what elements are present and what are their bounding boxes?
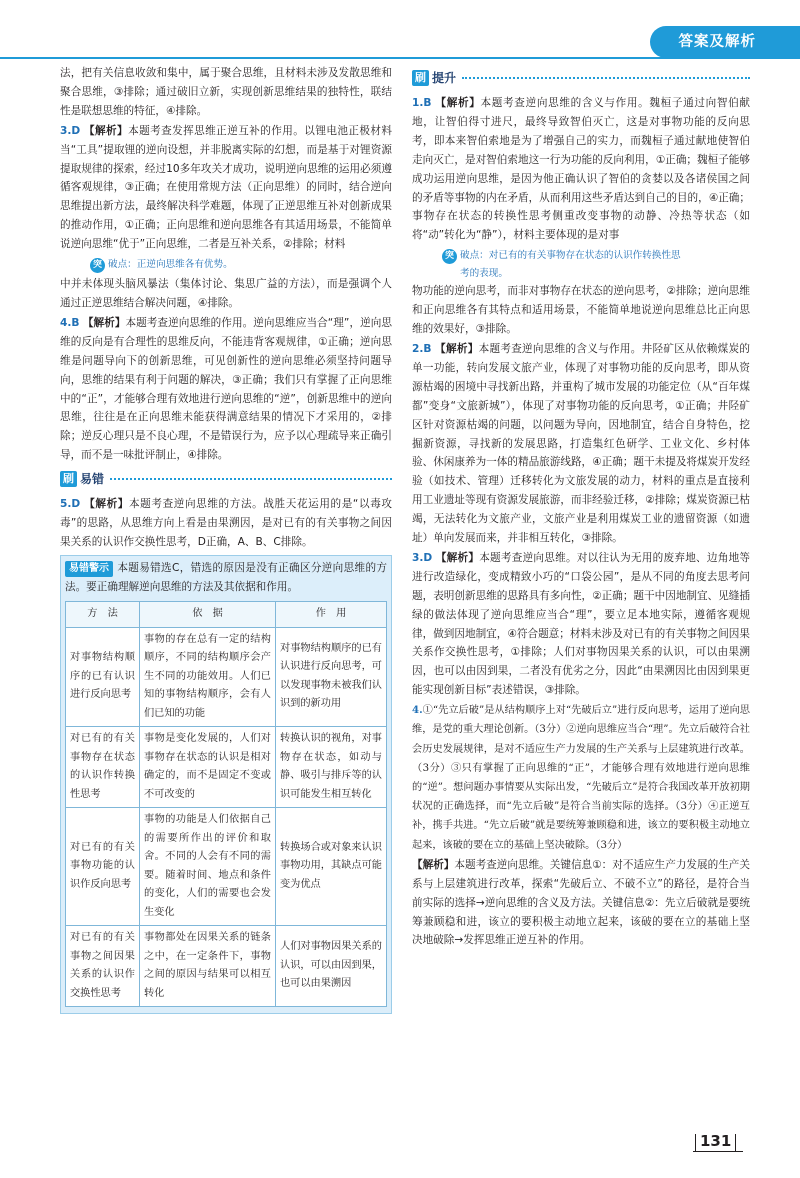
analysis-label: 【解析】 [435, 551, 480, 564]
analysis-label: 【解析】 [412, 858, 455, 871]
answer-q4-left [60, 314, 392, 465]
table-row [66, 627, 387, 727]
handwritten-answer: ①“先立后破”是从结构顺序上对“先破后立”进行反向思考，运用了逆向思维，是党的重大理论创新。（3分）②逆向思维应当合“理”。先立后破符合社会历史发展规律，是对不适应生产力发展的生产关系与上层建筑进行改革。（3分）③只有掌握了正向思维的“正”，才能够合理有效地进行逆向思维的“逆”。想问题办事情要从实际出发，“先破后立”是符合我国改革开放初期状况的正确选择，而“先立后破”是符合当前实际的选择。（3分）④正逆互补，携手共进。“先立后破”就是要统筹兼顾稳和进，该立的要积极主动地立起来，该破的要在立的基础上坚决破除。（3分） [412, 705, 750, 851]
analysis-text: 本题考查逆向思维的作用。逆向思维应当合“理”，逆向思维的反向是有合理性的思维反向，不能违背客观规律，①正确；逆向思维是问题导向下的创新思维，可见创新性的逆向思维必须坚持问题导向，思维的结果有利于问题的解决，③正确；我们只有掌握了正向思维中的“正”，才能够合理有效地进行逆向思维的“逆”，创新思维中的逆向思维，往往是在正向思维未能获得满意结果的情况下才采用的，②排除；逆反心理只是不良心理，不是错误行为，应予以心理疏导来正确引导，而不是一味批评制止，④排除。 [60, 316, 393, 462]
table-cell: 对事物结构顺序的已有认识进行反向思考，可以发现事物未被我们认识到的新功用 [276, 627, 387, 727]
table-header-cell: 方 法 [66, 601, 140, 627]
answer-letter: D [423, 551, 433, 564]
answer-letter: B [423, 342, 432, 355]
left-column [60, 64, 392, 1014]
analysis-label: 【解析】 [84, 498, 129, 511]
answer-q3-right [412, 549, 750, 700]
question-number: 3. [60, 124, 72, 137]
page-header [0, 0, 800, 66]
analysis-text: 本题考查逆向思维。对以往认为无用的废弃地、边角地等进行改造绿化，变成精致小巧的“口袋公园”，是从不同的角度去思考问题，表明创新思维的思路具有多向性，②正确；题干中因地制宜、见缝插绿的做法体现了逆向思维应当合“理”，要立足本地实际，遵循客观规律，做到因地制宜，④符合题意；材料未涉及对已有的有关事物之间因果关系作交换性思考，①排除；人们对事物因果关系的认识，可以由果溯因，也可以由因到果，二者没有优劣之分，因此“由果溯因比由因到果更能实现创新目标”表述错误，③排除。 [412, 551, 751, 697]
section-header-easy-mistakes [60, 468, 392, 490]
breakthrough-note [412, 246, 750, 266]
method-comparison-table [65, 601, 387, 1008]
table-cell: 对已有的有关事物之间因果关系的认识作交换性思考 [66, 926, 140, 1007]
analysis-label: 【解析】 [84, 124, 129, 137]
analysis-label: 【解析】 [82, 316, 126, 329]
question-number: 1. [412, 97, 424, 109]
table-header-cell: 依 据 [140, 601, 276, 627]
table-header-cell: 作 用 [276, 601, 387, 627]
section-header-improve [412, 67, 750, 89]
analysis-text-cont: 物功能的逆向思考，而非对事物存在状态的逆向思考，②排除；逆向思维和正向思维各有其特点和适用场景，不能简单地说逆向思维总比正向思维的效果好，③排除。 [412, 285, 750, 336]
page-number-rule [693, 1151, 743, 1152]
table-cell: 事物都处在因果关系的链条之中，在一定条件下，事物之间的原因与结果可以相互转化 [140, 926, 276, 1007]
analysis-label: 【解析】 [435, 342, 479, 355]
answer-q2-right [412, 340, 750, 548]
breakthrough-icon: 突 [90, 258, 105, 273]
page-number: 131 [700, 1132, 732, 1150]
analysis-text-cont: 中并未体现头脑风暴法（集体讨论、集思广益的方法），而是强调个人通过正逆思维结合解决问题，④排除。 [60, 278, 392, 309]
warning-badge: 易错警示 [65, 561, 113, 577]
answer-q3-left [60, 122, 392, 313]
answer-q4-right [412, 701, 750, 950]
question-number: 5. [60, 498, 72, 511]
analysis-text: 本题考查逆向思维的方法。战胜天花运用的是“以毒攻毒”的思路，从思维方向上看是由果溯因，是对已有的有关事物之间因果关系的认识作交换性思考，D正确，A、B、C排除。 [60, 498, 393, 548]
answer-letter: D [71, 124, 81, 137]
answer-letter: B [423, 97, 432, 109]
table-cell: 事物的存在总有一定的结构顺序，不同的结构顺序会产生不同的功能效用。人们已知的事物结构顺序，会有人们已知的功能 [140, 627, 276, 727]
answer-letter: D [71, 498, 81, 511]
answer-letter: B [71, 316, 80, 329]
header-title: 答案及解析 [678, 34, 756, 50]
breakthrough-note [60, 255, 392, 275]
note-text: 破点：正逆向思维各有优势。 [108, 258, 233, 270]
analysis-text: 本题考查逆向思维。关键信息①：对不适应生产力发展的生产关系与上层建筑进行改革，探索“先破后立、不破不立”的路径，是符合当前实际的选择→逆向思维的含义及方法。关键信息②：先立后破就是要统筹兼顾稳和进，该立的要积极主动地立起来，该破的要在立的基础上坚决地破除→发挥思维正逆互补的作用。 [412, 858, 750, 947]
question-number: 4. [412, 704, 423, 717]
section-title: 提升 [432, 70, 457, 85]
table-cell: 人们对事物因果关系的认识，可以由因到果，也可以由果溯因 [276, 926, 387, 1007]
table-cell: 事物的功能是人们依据自己的需要所作出的评价和取舍。不同的人会有不同的需要。随着时间、地点和条件的变化，人们的需要也会发生变化 [140, 808, 276, 926]
analysis-text: 本题考查发挥思维正逆互补的作用。以锂电池正极材料当“工具”提取锂的逆向设想，并非脱离实际的幻想，而是基于对锂资源提取规律的探索，经过10多年攻关才成功，说明逆向思维的运用必须遵循客观规律，③正确；在使用常规方法（正向思维）的同时，结合逆向思维提出新方法，最终解决科学难题，体现了正逆思维互补对创新成果的推动作用，①正确；正向思维和逆向思维各有其适用场景，不能简单说逆向思维“优于”正向思维，二者是互补关系，②排除；材料 [60, 124, 393, 251]
table-cell: 对已有的有关事物功能的认识作反向思考 [66, 808, 140, 926]
table-cell: 对已有的有关事物存在状态的认识作转换性思考 [66, 727, 140, 808]
table-cell: 事物是变化发展的，人们对事物存在状态的认识是相对确定的，而不是固定不变或不可改变的 [140, 727, 276, 808]
analysis-text: 本题考查逆向思维的含义与作用。魏桓子通过向智伯献地，让智伯得寸进尺，最终导致智伯灭亡，这是对事物功能的反向思考，即本来智伯索地是为了增强自己的实力，而魏桓子通过献地使智伯走向灭亡，是对智伯索地这一行为功能的反向利用，①正确；魏桓子能够成功运用逆向思维，是因为他正确认识了智伯的贪婪以及各诸侯国之间的矛盾等事物的内在矛盾，从而利用这些矛盾达到自己的目的，④正确；事物存在状态的转换性思考侧重改变事物的动静、冷热等状态（如将“动”转化为“静”），材料主要体现的是对事 [412, 97, 751, 242]
note-text: 破点：对已有的有关事物存在状态的认识作转换性思 [460, 249, 681, 261]
warning-text: 本题易错选C，错选的原因是没有正确区分逆向思维的方法。要正确理解逆向思维的方法及其依据和作用。 [65, 561, 387, 593]
section-badge: 刷 [60, 471, 77, 487]
right-column [412, 64, 750, 951]
table-row [66, 808, 387, 926]
table-cell: 转换认识的视角，对事物存在状态，如动与静、吸引与排斥等的认识可能发生相互转化 [276, 727, 387, 808]
section-title: 易错 [80, 471, 105, 486]
table-row [66, 926, 387, 1007]
breakthrough-icon: 突 [442, 249, 457, 264]
analysis-text: 本题考查逆向思维的含义与作用。井陉矿区从依赖煤炭的单一功能，转向发展文旅产业，体现了对事物功能的反向思考，即从资源枯竭的困境中寻找新出路，并重构了城市发展的功能定位（从“百年煤都”变身“文旅新城”），体现了对事物功能的反向思考，①正确；井陉矿区针对资源枯竭的问题，以问题为导向，因地制宜，结合自身特色，挖掘新资源，寻找新的发展思路，打造集红色研学、工业文化、乡村体验、休闲康养为一体的精品旅游线路，④正确；题干未提及将煤炭开发经验（如技术、管理）迁移转化为文旅发展的动力，材料的重点是直接利用工业遗址等现有资源发展旅游，而非经验迁移，②排除；煤炭资源已枯竭，无法转化为文旅产业，文旅产业是利用煤炭工业的遗留资源（如遗址）单向发展而来，并非相互转化，③排除。 [412, 342, 750, 545]
question-number: 2. [412, 342, 424, 355]
intro-text: 法，把有关信息收敛和集中，属于聚合思维，且材料未涉及发散思维和聚合思维，③排除；通过破旧立新，实现创新思维结果的独特性，联结性是联想思维的特征，④排除。 [60, 67, 392, 117]
question-number: 3. [412, 551, 424, 564]
breakthrough-note-cont [412, 266, 750, 282]
mistake-warning-box [60, 555, 392, 1014]
section-divider [462, 77, 750, 79]
table-row [66, 727, 387, 808]
question-number: 4. [60, 316, 72, 329]
table-cell: 对事物结构顺序的已有认识进行反向思考 [66, 627, 140, 727]
table-cell: 转换场合或对象来认识事物功用，其缺点可能变为优点 [276, 808, 387, 926]
section-badge: 刷 [412, 70, 429, 86]
analysis-label: 【解析】 [435, 97, 481, 109]
section-divider [110, 478, 392, 480]
table-header-row [66, 601, 387, 627]
note-text: 考的表现。 [460, 267, 508, 279]
answer-q1-right [412, 94, 750, 339]
answer-q5-left [60, 495, 392, 552]
